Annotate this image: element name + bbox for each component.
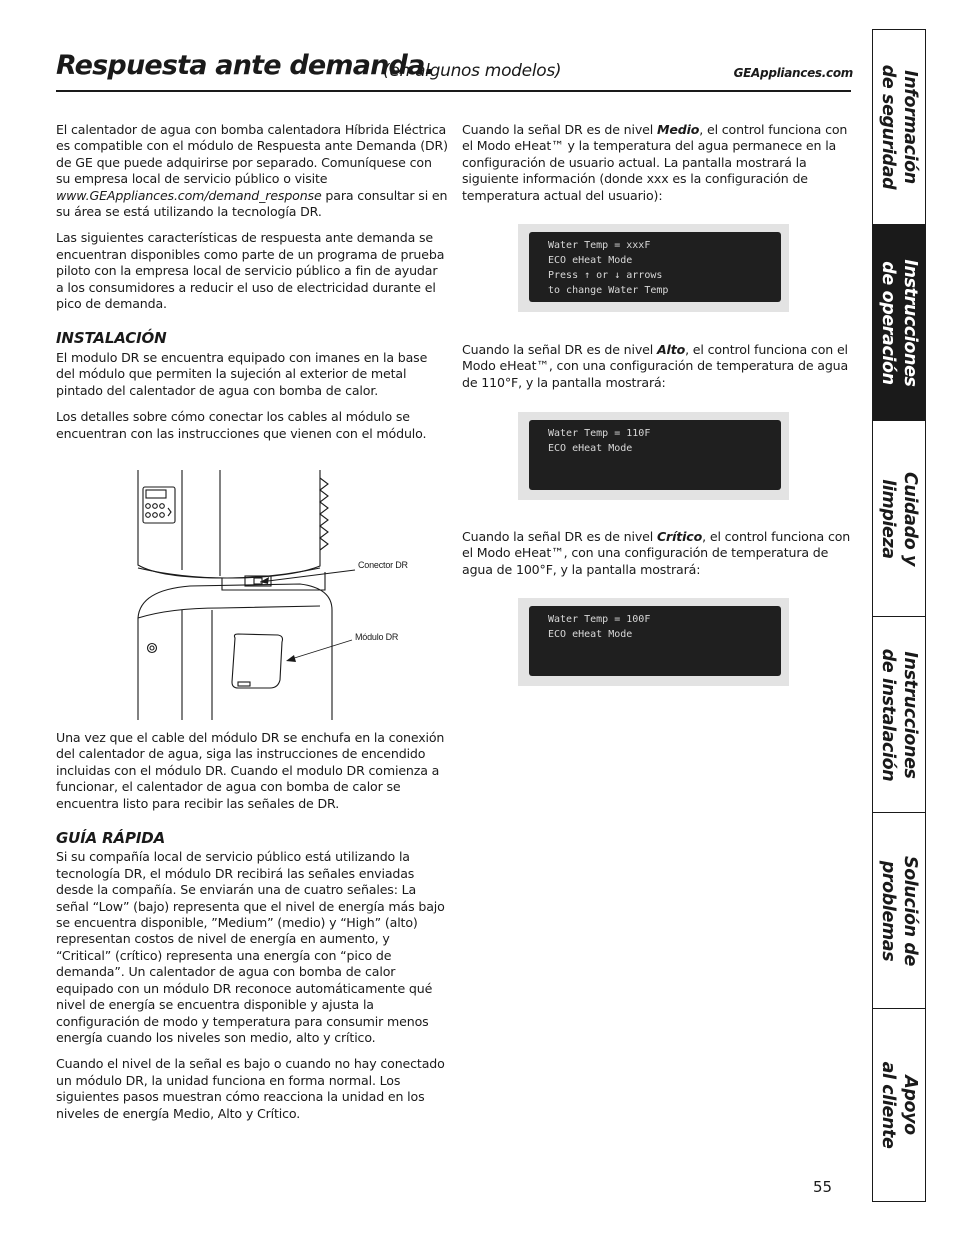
installation-heading: INSTALACIÓN [56, 329, 167, 348]
display-alto [518, 412, 789, 500]
display-line: ECO eHeat Mode [548, 629, 633, 640]
startup-paragraph: Una vez que el cable del módulo DR se enchufa en la conexión del calentador de agua, siga las instrucciones de encendido incluidas con el módulo DR. Cuando el modulo DR comienza a funcionar, el calentador de agua con bomba de calor se encuentra listo para recibir las señales de DR. [56, 730, 445, 811]
tab-label: de instalación [878, 648, 898, 781]
wiring-paragraph: Los detalles sobre cómo conectar los cables al módulo se encuentran con las instrucciones que vienen con el módulo. [56, 409, 427, 441]
header-rule [56, 90, 851, 92]
medio-text-b: , el control funciona con el Modo eHeat™ y la temperatura del agua permanece en la configuración de usuario actual. La pantalla mostrará la siguiente información (donde xxx es la configuración de temperatura actual del usuario): [462, 122, 848, 203]
tab-cuidado-limpieza[interactable] [873, 421, 925, 617]
page-number: 55 [813, 1178, 833, 1196]
tab-label: Cuidado y [900, 471, 920, 566]
signal-levels-paragraph: Cuando el nivel de la señal es bajo o cuando no hay conectado un módulo DR, la unidad funciona en forma normal. Los siguientes pasos muestran cómo reacciona la unidad en los niveles de energía Medio, Alto y Crítico. [56, 1056, 445, 1121]
alto-paragraph [462, 342, 854, 391]
tab-label: limpieza [878, 478, 898, 559]
left-column-lower [56, 730, 448, 1122]
left-column [56, 122, 448, 442]
page-title: Respuesta ante demanda. [56, 50, 434, 81]
installation-paragraph: El modulo DR se encuentra equipado con imanes en la base del módulo que permiten la sujeción al exterior de metal pintado del calentador de agua con bomba de calor. [56, 349, 428, 398]
display-line: Water Temp = xxxF [548, 240, 651, 251]
medio-level: Medio [656, 122, 700, 137]
display-screen-critico [529, 606, 781, 676]
tab-label: Apoyo [900, 1075, 920, 1135]
tab-label: Solución de [900, 855, 920, 966]
intro-text-a: El calentador de agua con bomba calentadora Híbrida Eléctrica es compatible con el módulo de Respuesta ante Demanda (DR) de GE que puede adquirirse por separado. Comuníquese con su empresa local de servicio público o visite [56, 122, 448, 187]
features-paragraph: Las siguientes características de respuesta ante demanda se encuentran disponibles como parte de un programa de prueba piloto con la empresa local de servicio público a fin de ayudar a los consumidores a reducir el uso de electricidad durante el pico de demanda. [56, 230, 445, 312]
critico-text-b: , el control funciona con el Modo eHeat™, con una configuración de temperatura de agua de 100°F, y la pantalla mostrará: [462, 529, 851, 577]
intro-paragraph [56, 122, 448, 220]
display-screen-medio [529, 232, 781, 302]
tab-informacion-seguridad[interactable] [873, 30, 925, 225]
alto-text-a: Cuando la señal DR es de nivel [462, 342, 657, 357]
tab-label: de seguridad [878, 64, 898, 190]
tab-label: problemas [878, 860, 898, 961]
tab-instrucciones-operacion[interactable] [873, 225, 925, 421]
page-subtitle: (en algunos modelos) [383, 61, 562, 81]
display-line: ECO eHeat Mode [548, 255, 633, 266]
display-line: Water Temp = 110F [548, 428, 651, 439]
tab-label: de operación [878, 260, 898, 385]
display-line: Water Temp = 100F [548, 614, 651, 625]
site-url: GEAppliances.com [733, 66, 853, 80]
section-tabs [872, 29, 926, 1202]
tab-label: Instrucciones [900, 650, 920, 779]
water-heater-illustration [130, 470, 430, 720]
tab-label: Información [900, 70, 920, 184]
tab-solucion-problemas[interactable] [873, 813, 925, 1009]
quick-guide-paragraph: Si su compañía local de servicio público está utilizando la tecnología DR, el módulo DR recibirá las señales enviadas desde la compañía. Se enviarán una de cuatro señales: La señal “Low” (bajo) representa que el nivel de energía más bajo se encuentra disponible, ”Medium” (medio) y “High” (alto) representan costos de nivel de energía en aumento, y “Critical” (crítico) representa una energía con “pico de demanda”. Un calentador de agua con bomba de calor equipado con un módulo DR reconoce automáticamente qué nivel de energía se encuentra disponible y ajusta la configuración de modo y temperatura para consumir menos energía cuando los niveles son medio, alto y crítico. [56, 849, 445, 1045]
tab-apoyo-cliente[interactable] [873, 1009, 925, 1201]
display-line: Press ↑ or ↓ arrows [548, 270, 663, 281]
medio-text-a: Cuando la señal DR es de nivel [462, 122, 657, 137]
display-screen-alto [529, 420, 781, 490]
medio-paragraph [462, 122, 854, 204]
display-line: ECO eHeat Mode [548, 443, 633, 454]
tab-instrucciones-instalacion[interactable] [873, 617, 925, 813]
critico-level: Crítico [656, 529, 703, 544]
critico-paragraph [462, 529, 854, 578]
tab-label: al cliente [878, 1061, 898, 1149]
display-line: to change Water Temp [548, 285, 669, 296]
intro-text-b: para consultar si en su área se está utilizando la tecnología DR. [56, 187, 448, 220]
tab-label: Instrucciones [900, 258, 920, 387]
display-critico [518, 598, 789, 686]
dr-connector-label: Conector DR [358, 560, 408, 570]
alto-text-b: , el control funciona con el Modo eHeat™, con una configuración de temperatura de agua de 110°F, y la pantalla mostrará: [462, 342, 849, 390]
alto-level: Alto [656, 342, 686, 357]
quick-guide-heading: GUÍA RÁPIDA [56, 829, 166, 848]
display-medio [518, 224, 789, 312]
water-heater-drawing [130, 470, 430, 720]
dr-module-label: Módulo DR [355, 632, 399, 642]
demand-response-link: www.GEAppliances.com/demand_response [56, 187, 322, 203]
critico-text-a: Cuando la señal DR es de nivel [462, 529, 657, 544]
